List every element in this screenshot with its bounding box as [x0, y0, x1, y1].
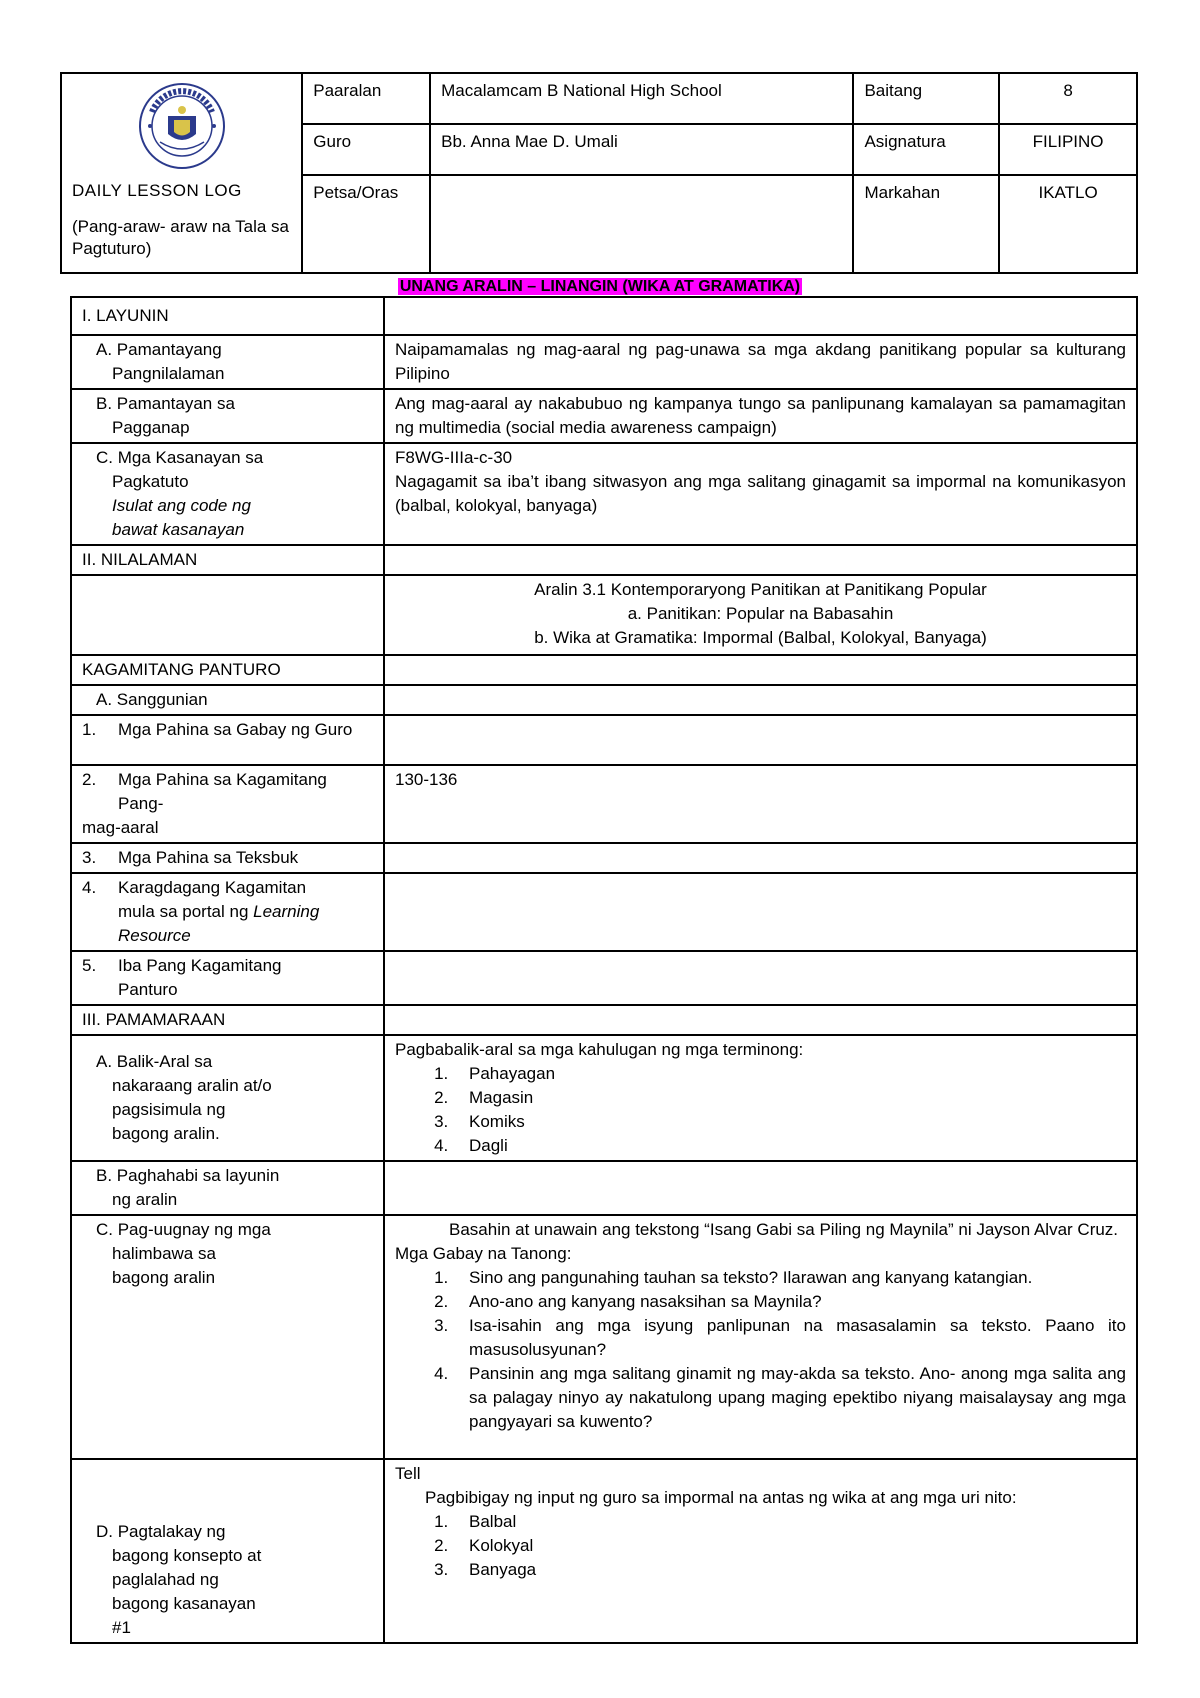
paghahabi-label: B. Paghahabi sa layunin ng aralin	[71, 1161, 384, 1215]
section-nilalaman-blank	[384, 545, 1137, 575]
dll-subtitle: (Pang-araw- araw na Tala sa Pagtuturo)	[72, 217, 290, 258]
value-paaralan: Macalamcam B National High School	[430, 73, 853, 124]
iba-pang-kagamitan-value	[384, 951, 1137, 1005]
label-petsa-oras: Petsa/Oras	[302, 175, 430, 273]
balik-aral-intro: Pagbabalik-aral sa mga kahulugan ng mga terminong:	[395, 1040, 804, 1059]
section-pamamaraan-blank	[384, 1005, 1137, 1035]
lesson-banner	[0, 276, 1200, 297]
gabay-guro-value	[384, 715, 1137, 765]
section-pamamaraan-heading: III. PAMAMARAAN	[71, 1005, 384, 1035]
label-markahan: Markahan	[853, 175, 999, 273]
pag-uugnay-label: C. Pag-uugnay ng mga halimbawa sa bagong aralin	[71, 1215, 384, 1459]
karagdagang-kagamitan-value	[384, 873, 1137, 951]
pag-uugnay-content	[384, 1215, 1137, 1459]
list-item: 2. Ano-ano ang kanyang nasaksihan sa Maynila?	[453, 1290, 1126, 1314]
value-petsa-oras	[430, 175, 853, 273]
school-identity-cell	[61, 73, 302, 273]
list-item: 4. Pansinin ang mga salitang ginamit ng may-akda sa teksto. Ano- anong mga salita ang sa palagay ninyo ay nakatulong upang maging epektibo niyang maisalaysay ang mga pangyayari sa kuwento?	[453, 1362, 1126, 1434]
pamantayang-pangnilalaman-label: A. Pamantayang Pangnilalaman	[71, 335, 384, 389]
lesson-table	[70, 296, 1138, 1644]
value-markahan: IKATLO	[999, 175, 1137, 273]
value-baitang: 8	[999, 73, 1137, 124]
nilalaman-panitikan: a. Panitikan: Popular na Babasahin	[627, 604, 894, 623]
list-item: 3. Banyaga	[453, 1558, 1126, 1582]
kagamitang-mag-aaral-label: 2. Mga Pahina sa Kagamitang Pang- mag-aaral	[71, 765, 384, 843]
list-item: 4. Dagli	[453, 1134, 1126, 1158]
gabay-guro-label: 1. Mga Pahina sa Gabay ng Guro	[71, 715, 384, 765]
iba-pang-kagamitan-label: 5. Iba Pang Kagamitang Panturo	[71, 951, 384, 1005]
balik-aral-list	[395, 1062, 1126, 1158]
teksbuk-label: 3. Mga Pahina sa Teksbuk	[71, 843, 384, 873]
list-item: 2. Kolokyal	[453, 1534, 1126, 1558]
kasanayan-text	[384, 443, 1137, 545]
kasanayan-label: C. Mga Kasanayan sa Pagkatuto Isulat ang code ng bawat kasanayan	[71, 443, 384, 545]
lesson-banner-text: UNANG ARALIN – LINANGIN (WIKA AT GRAMATIKA)	[399, 278, 801, 295]
nilalaman-wika: b. Wika at Gramatika: Impormal (Balbal, Kolokyal, Banyaga)	[534, 628, 987, 647]
nilalaman-blank-label	[71, 575, 384, 655]
pag-uugnay-intro: Basahin at unawain ang tekstong “Isang Gabi sa Piling ng Maynila” ni Jayson Alvar Cruz.	[449, 1220, 1119, 1239]
uri-ng-wika-list	[395, 1510, 1126, 1582]
nilalaman-content	[384, 575, 1137, 655]
section-kagamitan-heading: KAGAMITANG PANTURO	[71, 655, 384, 685]
gabay-na-tanong-heading: Mga Gabay na Tanong:	[395, 1244, 572, 1263]
label-asignatura: Asignatura	[853, 124, 999, 175]
kasanayan-description: Nagagamit sa iba’t ibang sitwasyon ang mga salitang ginagamit sa impormal na komunikasyon (balbal, kolokyal, banyaga)	[395, 472, 1126, 515]
section-nilalaman-heading: II. NILALAMAN	[71, 545, 384, 575]
dll-title: DAILY LESSON LOG	[72, 181, 242, 200]
pamantayan-pagganap-text: Ang mag-aaral ay nakabubuo ng kampanya tungo sa panlipunang kamalayan sa pamamagitan ng multimedia (social media awareness campaign)	[384, 389, 1137, 443]
list-item: 1. Pahayagan	[453, 1062, 1126, 1086]
section-layunin-heading: I. LAYUNIN	[71, 297, 384, 335]
label-guro: Guro	[302, 124, 430, 175]
balik-aral-content	[384, 1035, 1137, 1161]
value-guro: Bb. Anna Mae D. Umali	[430, 124, 853, 175]
pagtalakay-intro: Pagbibigay ng input ng guro sa impormal na antas ng wika at ang mga uri nito:	[425, 1488, 1017, 1507]
label-paaralan: Paaralan	[302, 73, 430, 124]
header-table	[60, 72, 1138, 274]
list-item: 3. Komiks	[453, 1110, 1126, 1134]
label-baitang: Baitang	[853, 73, 999, 124]
kasanayan-code: F8WG-IIIa-c-30	[395, 448, 513, 467]
value-asignatura: FILIPINO	[999, 124, 1137, 175]
karagdagang-kagamitan-label: 4. Karagdagang Kagamitan mula sa portal ng Learning Resource	[71, 873, 384, 951]
pamantayang-pangnilalaman-text: Naipamamalas ng mag-aaral ng pag-unawa sa mga akdang panitikang popular sa kulturang Pilipino	[384, 335, 1137, 389]
list-item: 1. Sino ang pangunahing tauhan sa teksto? Ilarawan ang kanyang katangian.	[453, 1266, 1126, 1290]
pamantayan-pagganap-label: B. Pamantayan sa Pagganap	[71, 389, 384, 443]
pagtalakay-label: D. Pagtalakay ng bagong konsepto at paglalahad ng bagong kasanayan #1	[71, 1459, 384, 1643]
list-item: 2. Magasin	[453, 1086, 1126, 1110]
gabay-na-tanong-list	[395, 1266, 1126, 1434]
balik-aral-label: A. Balik-Aral sa nakaraang aralin at/o pagsisimula ng bagong aralin.	[71, 1035, 384, 1161]
list-item: 1. Balbal	[453, 1510, 1126, 1534]
teksbuk-value	[384, 843, 1137, 873]
sanggunian-label: A. Sanggunian	[71, 685, 384, 715]
list-item: 3. Isa-isahin ang mga isyung panlipunan na masasalamin sa teksto. Paano ito masusolusyunan?	[453, 1314, 1126, 1362]
section-kagamitan-blank	[384, 655, 1137, 685]
tell-heading: Tell	[395, 1464, 421, 1483]
nilalaman-aralin: Aralin 3.1 Kontemporaryong Panitikan at Panitikang Popular	[534, 580, 987, 599]
section-layunin-blank	[384, 297, 1137, 335]
pagtalakay-content	[384, 1459, 1137, 1643]
sanggunian-blank	[384, 685, 1137, 715]
deped-seal-icon	[138, 82, 226, 170]
paghahabi-blank	[384, 1161, 1137, 1215]
kagamitang-mag-aaral-value: 130-136	[384, 765, 1137, 843]
